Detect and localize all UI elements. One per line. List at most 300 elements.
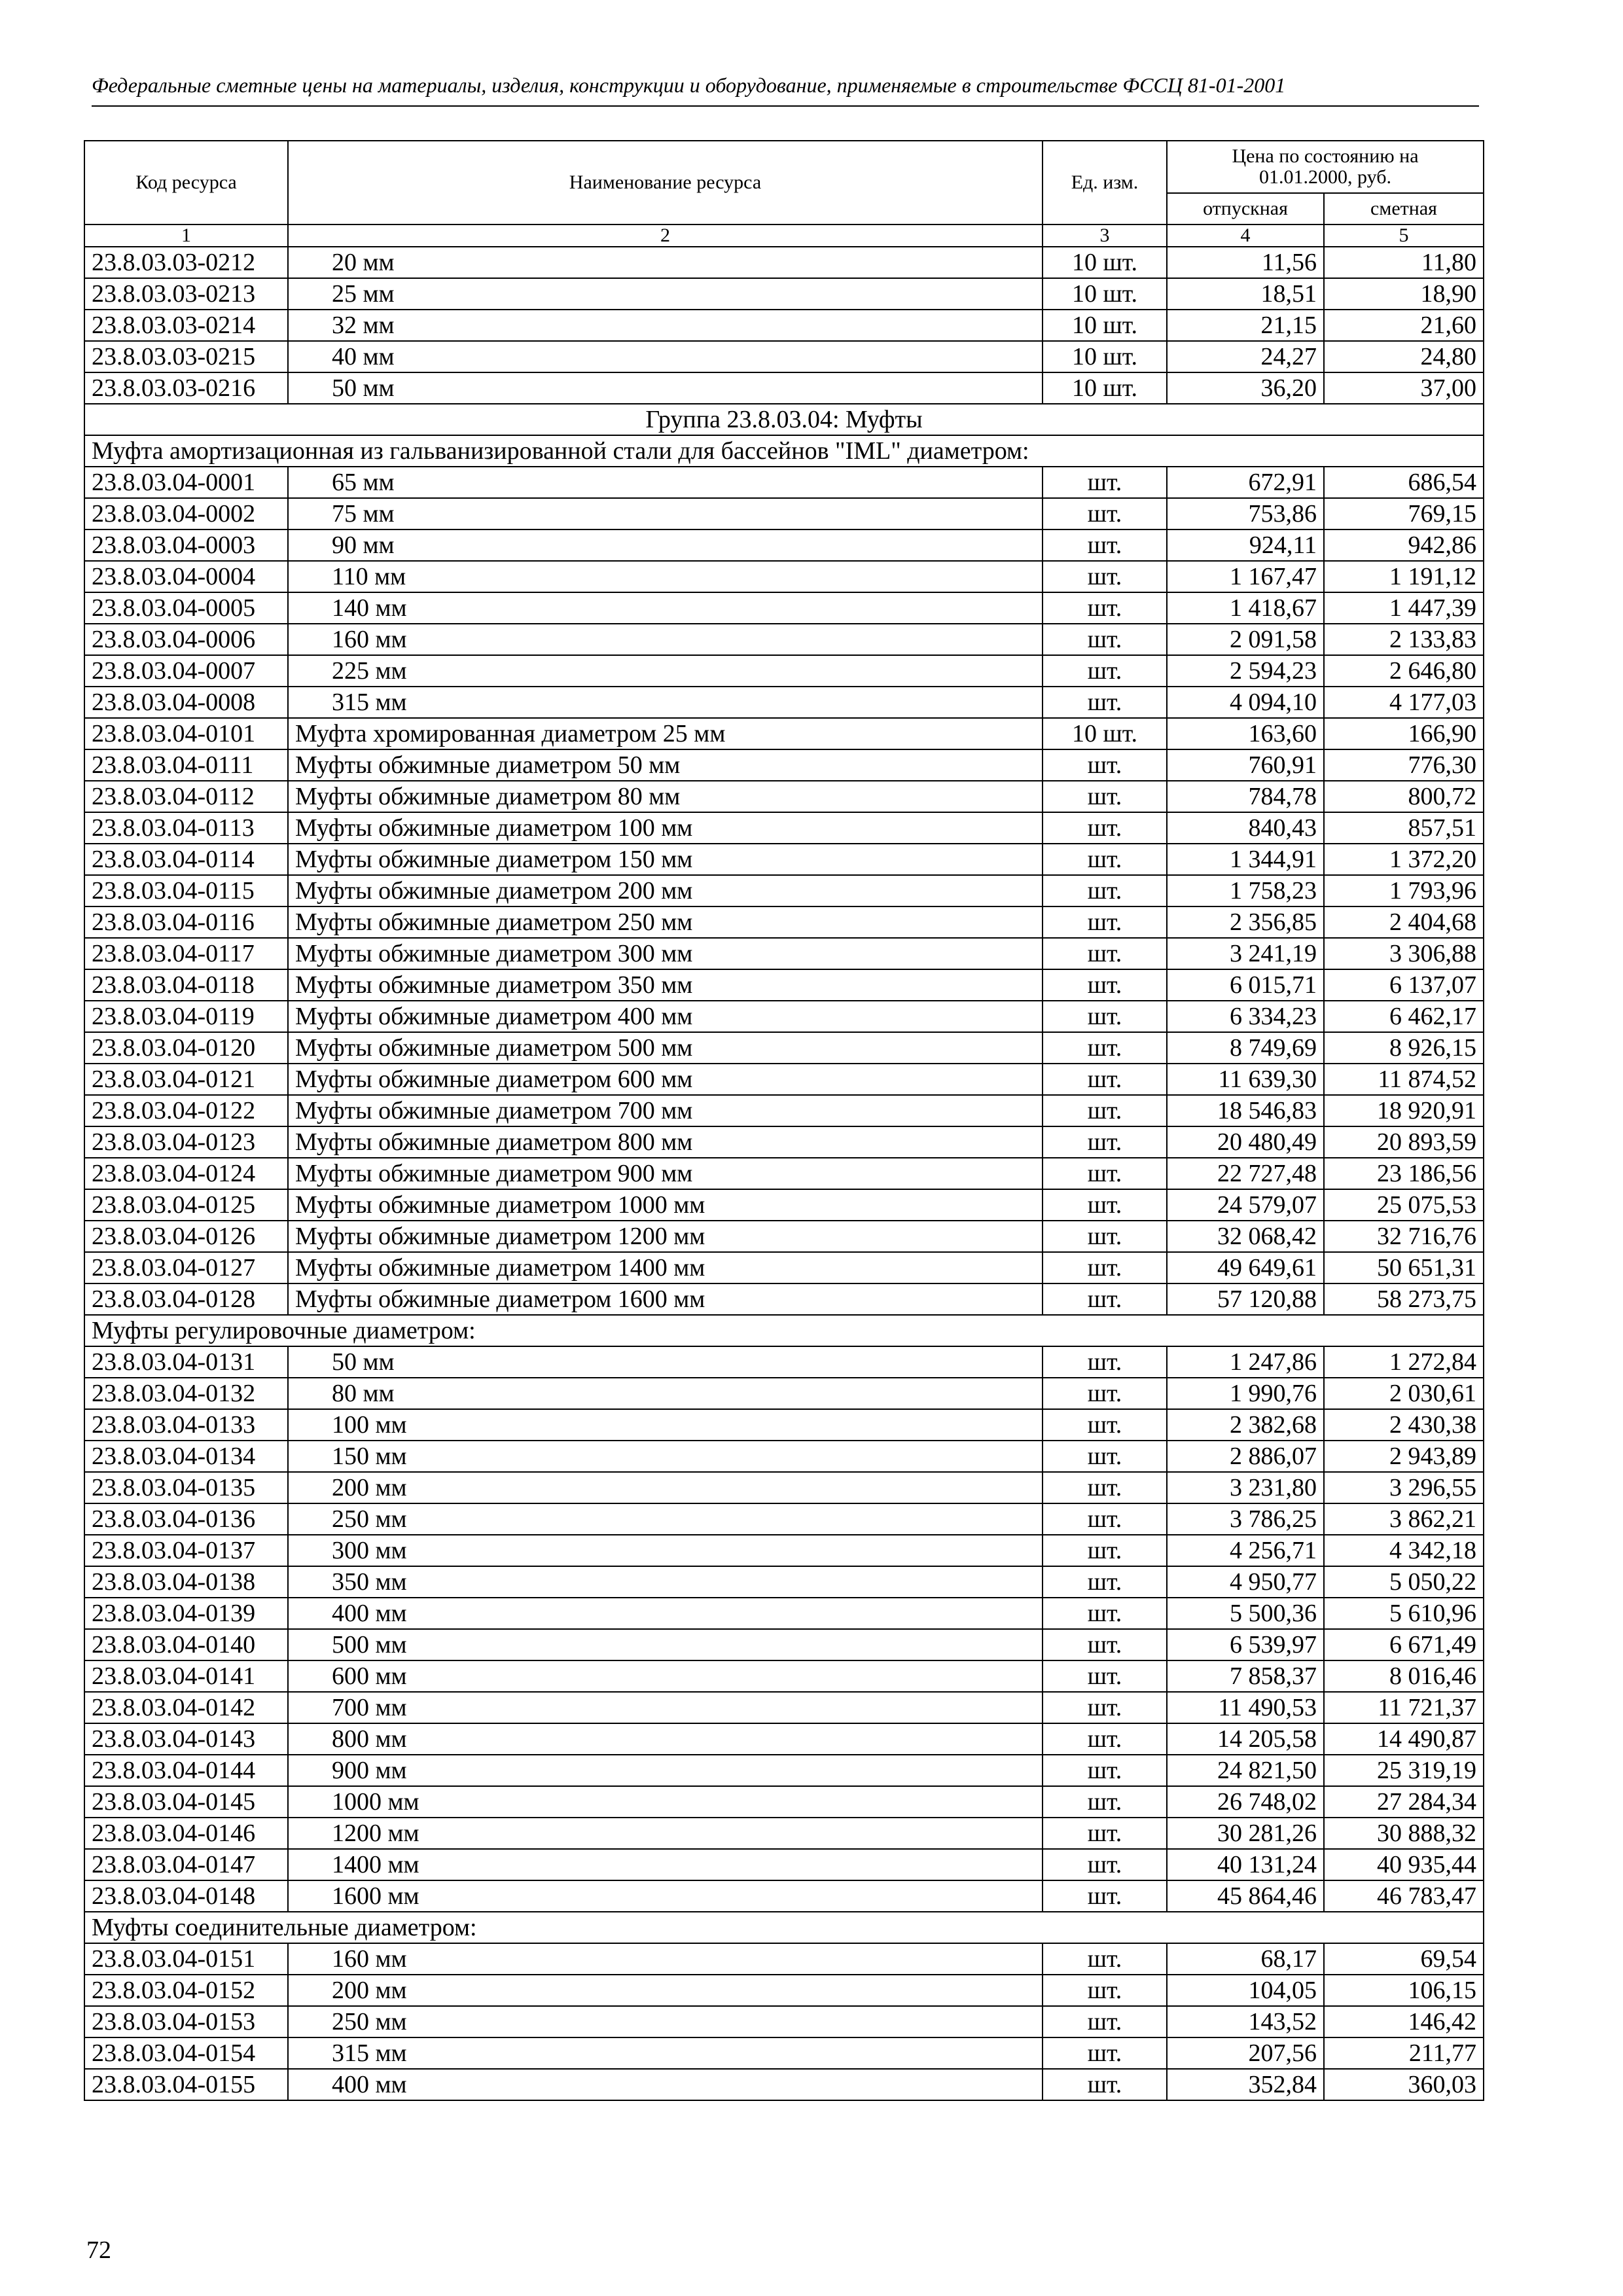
resource-name: 110 мм bbox=[288, 561, 1043, 592]
unit-cell: шт. bbox=[1043, 844, 1167, 875]
resource-code: 23.8.03.04-0151 bbox=[84, 1943, 288, 1975]
release-price: 2 594,23 bbox=[1167, 655, 1324, 687]
table-row bbox=[84, 1566, 1484, 1598]
table-row bbox=[84, 1880, 1484, 1912]
table-row bbox=[84, 1001, 1484, 1032]
estimate-price: 24,80 bbox=[1324, 341, 1484, 372]
release-price: 11,56 bbox=[1167, 247, 1324, 278]
estimate-price: 106,15 bbox=[1324, 1975, 1484, 2006]
table-row bbox=[84, 561, 1484, 592]
estimate-price: 3 296,55 bbox=[1324, 1472, 1484, 1503]
table-row bbox=[84, 1629, 1484, 1660]
resource-name: 65 мм bbox=[288, 467, 1043, 498]
release-price: 143,52 bbox=[1167, 2006, 1324, 2037]
resource-name: Муфты обжимные диаметром 700 мм bbox=[288, 1095, 1043, 1126]
resource-code: 23.8.03.04-0113 bbox=[84, 812, 288, 844]
resource-code: 23.8.03.04-0118 bbox=[84, 969, 288, 1001]
resource-code: 23.8.03.04-0132 bbox=[84, 1378, 288, 1409]
resource-name: 160 мм bbox=[288, 624, 1043, 655]
table-row bbox=[84, 1221, 1484, 1252]
unit-cell: шт. bbox=[1043, 2006, 1167, 2037]
table-row bbox=[84, 624, 1484, 655]
estimate-price: 18 920,91 bbox=[1324, 1095, 1484, 1126]
resource-code: 23.8.03.04-0141 bbox=[84, 1660, 288, 1692]
release-price: 1 167,47 bbox=[1167, 561, 1324, 592]
release-price: 753,86 bbox=[1167, 498, 1324, 529]
estimate-price: 40 935,44 bbox=[1324, 1849, 1484, 1880]
table-row bbox=[84, 1095, 1484, 1126]
table-row bbox=[84, 529, 1484, 561]
unit-cell: шт. bbox=[1043, 467, 1167, 498]
release-price: 2 091,58 bbox=[1167, 624, 1324, 655]
resource-name: 100 мм bbox=[288, 1409, 1043, 1441]
table-row bbox=[84, 687, 1484, 718]
release-price: 207,56 bbox=[1167, 2037, 1324, 2069]
resource-code: 23.8.03.04-0123 bbox=[84, 1126, 288, 1158]
release-price: 26 748,02 bbox=[1167, 1786, 1324, 1818]
estimate-price: 18,90 bbox=[1324, 278, 1484, 310]
estimate-price: 14 490,87 bbox=[1324, 1723, 1484, 1755]
unit-cell: шт. bbox=[1043, 1001, 1167, 1032]
resource-code: 23.8.03.04-0120 bbox=[84, 1032, 288, 1064]
subheading-row bbox=[84, 435, 1484, 467]
unit-cell: шт. bbox=[1043, 1472, 1167, 1503]
resource-code: 23.8.03.04-0004 bbox=[84, 561, 288, 592]
resource-name: Муфты обжимные диаметром 800 мм bbox=[288, 1126, 1043, 1158]
estimate-price: 146,42 bbox=[1324, 2006, 1484, 2037]
resource-name: 90 мм bbox=[288, 529, 1043, 561]
estimate-price: 11 721,37 bbox=[1324, 1692, 1484, 1723]
col-unit-header: Ед. изм. bbox=[1043, 141, 1167, 224]
release-price: 3 231,80 bbox=[1167, 1472, 1324, 1503]
subheading-row bbox=[84, 1912, 1484, 1943]
release-price: 24,27 bbox=[1167, 341, 1324, 372]
estimate-price: 3 306,88 bbox=[1324, 938, 1484, 969]
resource-name: 400 мм bbox=[288, 1598, 1043, 1629]
resource-name: Муфты обжимные диаметром 900 мм bbox=[288, 1158, 1043, 1189]
release-price: 840,43 bbox=[1167, 812, 1324, 844]
estimate-price: 769,15 bbox=[1324, 498, 1484, 529]
release-price: 30 281,26 bbox=[1167, 1818, 1324, 1849]
unit-cell: шт. bbox=[1043, 781, 1167, 812]
release-price: 18,51 bbox=[1167, 278, 1324, 310]
page-header: Федеральные сметные цены на материалы, изделия, конструкции и оборудование, применяемые в строительстве ФССЦ 81-01-2001 bbox=[92, 73, 1479, 107]
release-price: 8 749,69 bbox=[1167, 1032, 1324, 1064]
resource-name: Муфты обжимные диаметром 50 мм bbox=[288, 749, 1043, 781]
resource-code: 23.8.03.04-0139 bbox=[84, 1598, 288, 1629]
estimate-price: 25 075,53 bbox=[1324, 1189, 1484, 1221]
unit-cell: шт. bbox=[1043, 1252, 1167, 1283]
unit-cell: шт. bbox=[1043, 1064, 1167, 1095]
table-row bbox=[84, 969, 1484, 1001]
table-row bbox=[84, 1975, 1484, 2006]
estimate-price: 776,30 bbox=[1324, 749, 1484, 781]
release-price: 924,11 bbox=[1167, 529, 1324, 561]
col-number-4: 4 bbox=[1167, 224, 1324, 247]
estimate-price: 2 943,89 bbox=[1324, 1441, 1484, 1472]
release-price: 1 418,67 bbox=[1167, 592, 1324, 624]
unit-cell: шт. bbox=[1043, 749, 1167, 781]
resource-code: 23.8.03.04-0147 bbox=[84, 1849, 288, 1880]
table-row bbox=[84, 1441, 1484, 1472]
release-price: 4 094,10 bbox=[1167, 687, 1324, 718]
table-row bbox=[84, 1189, 1484, 1221]
unit-cell: шт. bbox=[1043, 1660, 1167, 1692]
estimate-price: 1 793,96 bbox=[1324, 875, 1484, 906]
resource-code: 23.8.03.04-0008 bbox=[84, 687, 288, 718]
resource-code: 23.8.03.04-0117 bbox=[84, 938, 288, 969]
col-number-3: 3 bbox=[1043, 224, 1167, 247]
unit-cell: шт. bbox=[1043, 1849, 1167, 1880]
resource-name: 700 мм bbox=[288, 1692, 1043, 1723]
release-price: 1 247,86 bbox=[1167, 1346, 1324, 1378]
estimate-price: 1 272,84 bbox=[1324, 1346, 1484, 1378]
resource-code: 23.8.03.04-0114 bbox=[84, 844, 288, 875]
table-row bbox=[84, 1283, 1484, 1315]
resource-name: 315 мм bbox=[288, 687, 1043, 718]
unit-cell: шт. bbox=[1043, 969, 1167, 1001]
release-price: 32 068,42 bbox=[1167, 1221, 1324, 1252]
table-row bbox=[84, 906, 1484, 938]
resource-code: 23.8.03.04-0134 bbox=[84, 1441, 288, 1472]
table-row bbox=[84, 1346, 1484, 1378]
col-price-header: Цена по состоянию на 01.01.2000, руб. bbox=[1167, 141, 1484, 193]
estimate-price: 50 651,31 bbox=[1324, 1252, 1484, 1283]
release-price: 45 864,46 bbox=[1167, 1880, 1324, 1912]
table-row bbox=[84, 1723, 1484, 1755]
resource-name: 200 мм bbox=[288, 1472, 1043, 1503]
estimate-price: 58 273,75 bbox=[1324, 1283, 1484, 1315]
table-row bbox=[84, 498, 1484, 529]
resource-code: 23.8.03.04-0138 bbox=[84, 1566, 288, 1598]
release-price: 40 131,24 bbox=[1167, 1849, 1324, 1880]
estimate-price: 857,51 bbox=[1324, 812, 1484, 844]
estimate-price: 4 177,03 bbox=[1324, 687, 1484, 718]
resource-code: 23.8.03.04-0148 bbox=[84, 1880, 288, 1912]
resource-code: 23.8.03.04-0143 bbox=[84, 1723, 288, 1755]
estimate-price: 211,77 bbox=[1324, 2037, 1484, 2069]
resource-name: 250 мм bbox=[288, 2006, 1043, 2037]
release-price: 21,15 bbox=[1167, 310, 1324, 341]
table-row bbox=[84, 592, 1484, 624]
resource-name: 80 мм bbox=[288, 1378, 1043, 1409]
unit-cell: шт. bbox=[1043, 1409, 1167, 1441]
release-price: 6 334,23 bbox=[1167, 1001, 1324, 1032]
unit-cell: 10 шт. bbox=[1043, 278, 1167, 310]
resource-name: 75 мм bbox=[288, 498, 1043, 529]
resource-code: 23.8.03.04-0003 bbox=[84, 529, 288, 561]
table-row bbox=[84, 2069, 1484, 2100]
resource-name: 500 мм bbox=[288, 1629, 1043, 1660]
estimate-price: 5 610,96 bbox=[1324, 1598, 1484, 1629]
unit-cell: шт. bbox=[1043, 1158, 1167, 1189]
resource-name: Муфты обжимные диаметром 1000 мм bbox=[288, 1189, 1043, 1221]
table-row bbox=[84, 1849, 1484, 1880]
unit-cell: шт. bbox=[1043, 1535, 1167, 1566]
resource-code: 23.8.03.04-0124 bbox=[84, 1158, 288, 1189]
unit-cell: 10 шт. bbox=[1043, 310, 1167, 341]
estimate-price: 23 186,56 bbox=[1324, 1158, 1484, 1189]
table-row bbox=[84, 1472, 1484, 1503]
resource-name: 32 мм bbox=[288, 310, 1043, 341]
unit-cell: шт. bbox=[1043, 1598, 1167, 1629]
unit-cell: шт. bbox=[1043, 529, 1167, 561]
release-price: 5 500,36 bbox=[1167, 1598, 1324, 1629]
resource-code: 23.8.03.04-0128 bbox=[84, 1283, 288, 1315]
unit-cell: шт. bbox=[1043, 1755, 1167, 1786]
resource-code: 23.8.03.03-0216 bbox=[84, 372, 288, 404]
estimate-price: 2 430,38 bbox=[1324, 1409, 1484, 1441]
resource-name: 25 мм bbox=[288, 278, 1043, 310]
unit-cell: шт. bbox=[1043, 906, 1167, 938]
resource-code: 23.8.03.04-0127 bbox=[84, 1252, 288, 1283]
table-row bbox=[84, 1660, 1484, 1692]
unit-cell: шт. bbox=[1043, 498, 1167, 529]
unit-cell: шт. bbox=[1043, 1126, 1167, 1158]
subheading-row bbox=[84, 1315, 1484, 1346]
estimate-price: 27 284,34 bbox=[1324, 1786, 1484, 1818]
resource-name: Муфты обжимные диаметром 200 мм bbox=[288, 875, 1043, 906]
release-price: 760,91 bbox=[1167, 749, 1324, 781]
unit-cell: шт. bbox=[1043, 1943, 1167, 1975]
release-price: 36,20 bbox=[1167, 372, 1324, 404]
estimate-price: 11,80 bbox=[1324, 247, 1484, 278]
estimate-price: 686,54 bbox=[1324, 467, 1484, 498]
resource-code: 23.8.03.04-0137 bbox=[84, 1535, 288, 1566]
resource-code: 23.8.03.04-0142 bbox=[84, 1692, 288, 1723]
estimate-price: 800,72 bbox=[1324, 781, 1484, 812]
resource-code: 23.8.03.04-0144 bbox=[84, 1755, 288, 1786]
release-price: 3 241,19 bbox=[1167, 938, 1324, 969]
release-price: 2 886,07 bbox=[1167, 1441, 1324, 1472]
unit-cell: 10 шт. bbox=[1043, 372, 1167, 404]
estimate-price: 5 050,22 bbox=[1324, 1566, 1484, 1598]
resource-name: Муфты обжимные диаметром 150 мм bbox=[288, 844, 1043, 875]
resource-name: Муфты обжимные диаметром 500 мм bbox=[288, 1032, 1043, 1064]
unit-cell: шт. bbox=[1043, 1441, 1167, 1472]
estimate-price: 30 888,32 bbox=[1324, 1818, 1484, 1849]
unit-cell: шт. bbox=[1043, 1692, 1167, 1723]
estimate-price: 8 016,46 bbox=[1324, 1660, 1484, 1692]
resource-code: 23.8.03.04-0155 bbox=[84, 2069, 288, 2100]
estimate-price: 166,90 bbox=[1324, 718, 1484, 749]
table-row bbox=[84, 1943, 1484, 1975]
resource-name: 1200 мм bbox=[288, 1818, 1043, 1849]
resource-code: 23.8.03.03-0214 bbox=[84, 310, 288, 341]
table-row bbox=[84, 1598, 1484, 1629]
subheading-text: Муфты соединительные диаметром: bbox=[84, 1912, 1484, 1943]
group-title: Группа 23.8.03.04: Муфты bbox=[84, 404, 1484, 435]
resource-name: 40 мм bbox=[288, 341, 1043, 372]
unit-cell: шт. bbox=[1043, 875, 1167, 906]
table-row bbox=[84, 372, 1484, 404]
estimate-price: 3 862,21 bbox=[1324, 1503, 1484, 1535]
col-release-header: отпускная bbox=[1167, 193, 1324, 224]
release-price: 6 539,97 bbox=[1167, 1629, 1324, 1660]
table-row bbox=[84, 1755, 1484, 1786]
unit-cell: шт. bbox=[1043, 1975, 1167, 2006]
unit-cell: шт. bbox=[1043, 938, 1167, 969]
estimate-price: 6 671,49 bbox=[1324, 1629, 1484, 1660]
resource-code: 23.8.03.04-0136 bbox=[84, 1503, 288, 1535]
release-price: 18 546,83 bbox=[1167, 1095, 1324, 1126]
estimate-price: 2 646,80 bbox=[1324, 655, 1484, 687]
resource-code: 23.8.03.04-0135 bbox=[84, 1472, 288, 1503]
resource-name: Муфты обжимные диаметром 1400 мм bbox=[288, 1252, 1043, 1283]
resource-name: 50 мм bbox=[288, 372, 1043, 404]
unit-cell: 10 шт. bbox=[1043, 341, 1167, 372]
table-row bbox=[84, 812, 1484, 844]
estimate-price: 69,54 bbox=[1324, 1943, 1484, 1975]
resource-code: 23.8.03.04-0133 bbox=[84, 1409, 288, 1441]
unit-cell: шт. bbox=[1043, 1629, 1167, 1660]
table-row bbox=[84, 310, 1484, 341]
resource-name: Муфты обжимные диаметром 300 мм bbox=[288, 938, 1043, 969]
group-row bbox=[84, 404, 1484, 435]
release-price: 22 727,48 bbox=[1167, 1158, 1324, 1189]
unit-cell: шт. bbox=[1043, 592, 1167, 624]
resource-code: 23.8.03.04-0112 bbox=[84, 781, 288, 812]
col-number-5: 5 bbox=[1324, 224, 1484, 247]
table-row bbox=[84, 1786, 1484, 1818]
resource-code: 23.8.03.03-0212 bbox=[84, 247, 288, 278]
resource-name: 600 мм bbox=[288, 1660, 1043, 1692]
resource-code: 23.8.03.04-0126 bbox=[84, 1221, 288, 1252]
table-row bbox=[84, 1158, 1484, 1189]
resource-name: Муфты обжимные диаметром 350 мм bbox=[288, 969, 1043, 1001]
estimate-price: 1 447,39 bbox=[1324, 592, 1484, 624]
release-price: 24 579,07 bbox=[1167, 1189, 1324, 1221]
estimate-price: 11 874,52 bbox=[1324, 1064, 1484, 1095]
unit-cell: шт. bbox=[1043, 655, 1167, 687]
release-price: 2 382,68 bbox=[1167, 1409, 1324, 1441]
unit-cell: шт. bbox=[1043, 1503, 1167, 1535]
subheading-text: Муфта амортизационная из гальванизированной стали для бассейнов "IML" диаметром: bbox=[84, 435, 1484, 467]
col-estimate-header: сметная bbox=[1324, 193, 1484, 224]
estimate-price: 6 137,07 bbox=[1324, 969, 1484, 1001]
release-price: 11 639,30 bbox=[1167, 1064, 1324, 1095]
table-row bbox=[84, 1126, 1484, 1158]
estimate-price: 2 133,83 bbox=[1324, 624, 1484, 655]
resource-name: Муфты обжимные диаметром 100 мм bbox=[288, 812, 1043, 844]
resource-code: 23.8.03.04-0145 bbox=[84, 1786, 288, 1818]
resource-code: 23.8.03.04-0146 bbox=[84, 1818, 288, 1849]
estimate-price: 21,60 bbox=[1324, 310, 1484, 341]
table-body bbox=[84, 247, 1484, 2100]
unit-cell: 10 шт. bbox=[1043, 247, 1167, 278]
release-price: 57 120,88 bbox=[1167, 1283, 1324, 1315]
resource-code: 23.8.03.04-0131 bbox=[84, 1346, 288, 1378]
release-price: 14 205,58 bbox=[1167, 1723, 1324, 1755]
table-row bbox=[84, 341, 1484, 372]
resource-code: 23.8.03.04-0002 bbox=[84, 498, 288, 529]
resource-name: 1000 мм bbox=[288, 1786, 1043, 1818]
col-number-2: 2 bbox=[288, 224, 1043, 247]
estimate-price: 2 404,68 bbox=[1324, 906, 1484, 938]
estimate-price: 46 783,47 bbox=[1324, 1880, 1484, 1912]
resource-code: 23.8.03.04-0119 bbox=[84, 1001, 288, 1032]
resource-name: 200 мм bbox=[288, 1975, 1043, 2006]
release-price: 784,78 bbox=[1167, 781, 1324, 812]
resource-name: 50 мм bbox=[288, 1346, 1043, 1378]
table-row bbox=[84, 1252, 1484, 1283]
estimate-price: 1 191,12 bbox=[1324, 561, 1484, 592]
estimate-price: 942,86 bbox=[1324, 529, 1484, 561]
release-price: 104,05 bbox=[1167, 1975, 1324, 2006]
table-row bbox=[84, 781, 1484, 812]
resource-code: 23.8.03.04-0154 bbox=[84, 2037, 288, 2069]
release-price: 24 821,50 bbox=[1167, 1755, 1324, 1786]
release-price: 11 490,53 bbox=[1167, 1692, 1324, 1723]
table-row bbox=[84, 875, 1484, 906]
release-price: 4 950,77 bbox=[1167, 1566, 1324, 1598]
resource-name: Муфты обжимные диаметром 250 мм bbox=[288, 906, 1043, 938]
col-name-header: Наименование ресурса bbox=[288, 141, 1043, 224]
resource-name: 300 мм bbox=[288, 1535, 1043, 1566]
estimate-price: 4 342,18 bbox=[1324, 1535, 1484, 1566]
release-price: 68,17 bbox=[1167, 1943, 1324, 1975]
estimate-price: 6 462,17 bbox=[1324, 1001, 1484, 1032]
unit-cell: шт. bbox=[1043, 1283, 1167, 1315]
unit-cell: шт. bbox=[1043, 1818, 1167, 1849]
unit-cell: шт. bbox=[1043, 1723, 1167, 1755]
resource-code: 23.8.03.03-0215 bbox=[84, 341, 288, 372]
estimate-price: 32 716,76 bbox=[1324, 1221, 1484, 1252]
table-row bbox=[84, 938, 1484, 969]
unit-cell: шт. bbox=[1043, 1189, 1167, 1221]
table-row bbox=[84, 467, 1484, 498]
resource-code: 23.8.03.04-0101 bbox=[84, 718, 288, 749]
estimate-price: 1 372,20 bbox=[1324, 844, 1484, 875]
resource-name: 140 мм bbox=[288, 592, 1043, 624]
unit-cell: 10 шт. bbox=[1043, 718, 1167, 749]
release-price: 1 990,76 bbox=[1167, 1378, 1324, 1409]
resource-name: 900 мм bbox=[288, 1755, 1043, 1786]
unit-cell: шт. bbox=[1043, 1095, 1167, 1126]
table-row bbox=[84, 1409, 1484, 1441]
release-price: 7 858,37 bbox=[1167, 1660, 1324, 1692]
release-price: 672,91 bbox=[1167, 467, 1324, 498]
unit-cell: шт. bbox=[1043, 2037, 1167, 2069]
estimate-price: 360,03 bbox=[1324, 2069, 1484, 2100]
resource-name: 20 мм bbox=[288, 247, 1043, 278]
table-row bbox=[84, 655, 1484, 687]
release-price: 2 356,85 bbox=[1167, 906, 1324, 938]
resource-name: 250 мм bbox=[288, 1503, 1043, 1535]
release-price: 163,60 bbox=[1167, 718, 1324, 749]
resource-code: 23.8.03.04-0122 bbox=[84, 1095, 288, 1126]
table-row bbox=[84, 1692, 1484, 1723]
resource-name: Муфты обжимные диаметром 1600 мм bbox=[288, 1283, 1043, 1315]
estimate-price: 37,00 bbox=[1324, 372, 1484, 404]
resource-code: 23.8.03.04-0153 bbox=[84, 2006, 288, 2037]
resource-name: Муфты обжимные диаметром 1200 мм bbox=[288, 1221, 1043, 1252]
table-row bbox=[84, 247, 1484, 278]
unit-cell: шт. bbox=[1043, 1880, 1167, 1912]
resource-name: 1400 мм bbox=[288, 1849, 1043, 1880]
unit-cell: шт. bbox=[1043, 1032, 1167, 1064]
resource-code: 23.8.03.04-0125 bbox=[84, 1189, 288, 1221]
table-row bbox=[84, 1535, 1484, 1566]
table-row bbox=[84, 749, 1484, 781]
resource-name: 800 мм bbox=[288, 1723, 1043, 1755]
table-row bbox=[84, 1503, 1484, 1535]
resource-code: 23.8.03.04-0140 bbox=[84, 1629, 288, 1660]
release-price: 6 015,71 bbox=[1167, 969, 1324, 1001]
unit-cell: шт. bbox=[1043, 561, 1167, 592]
page-number: 72 bbox=[86, 2236, 111, 2264]
resource-code: 23.8.03.04-0152 bbox=[84, 1975, 288, 2006]
